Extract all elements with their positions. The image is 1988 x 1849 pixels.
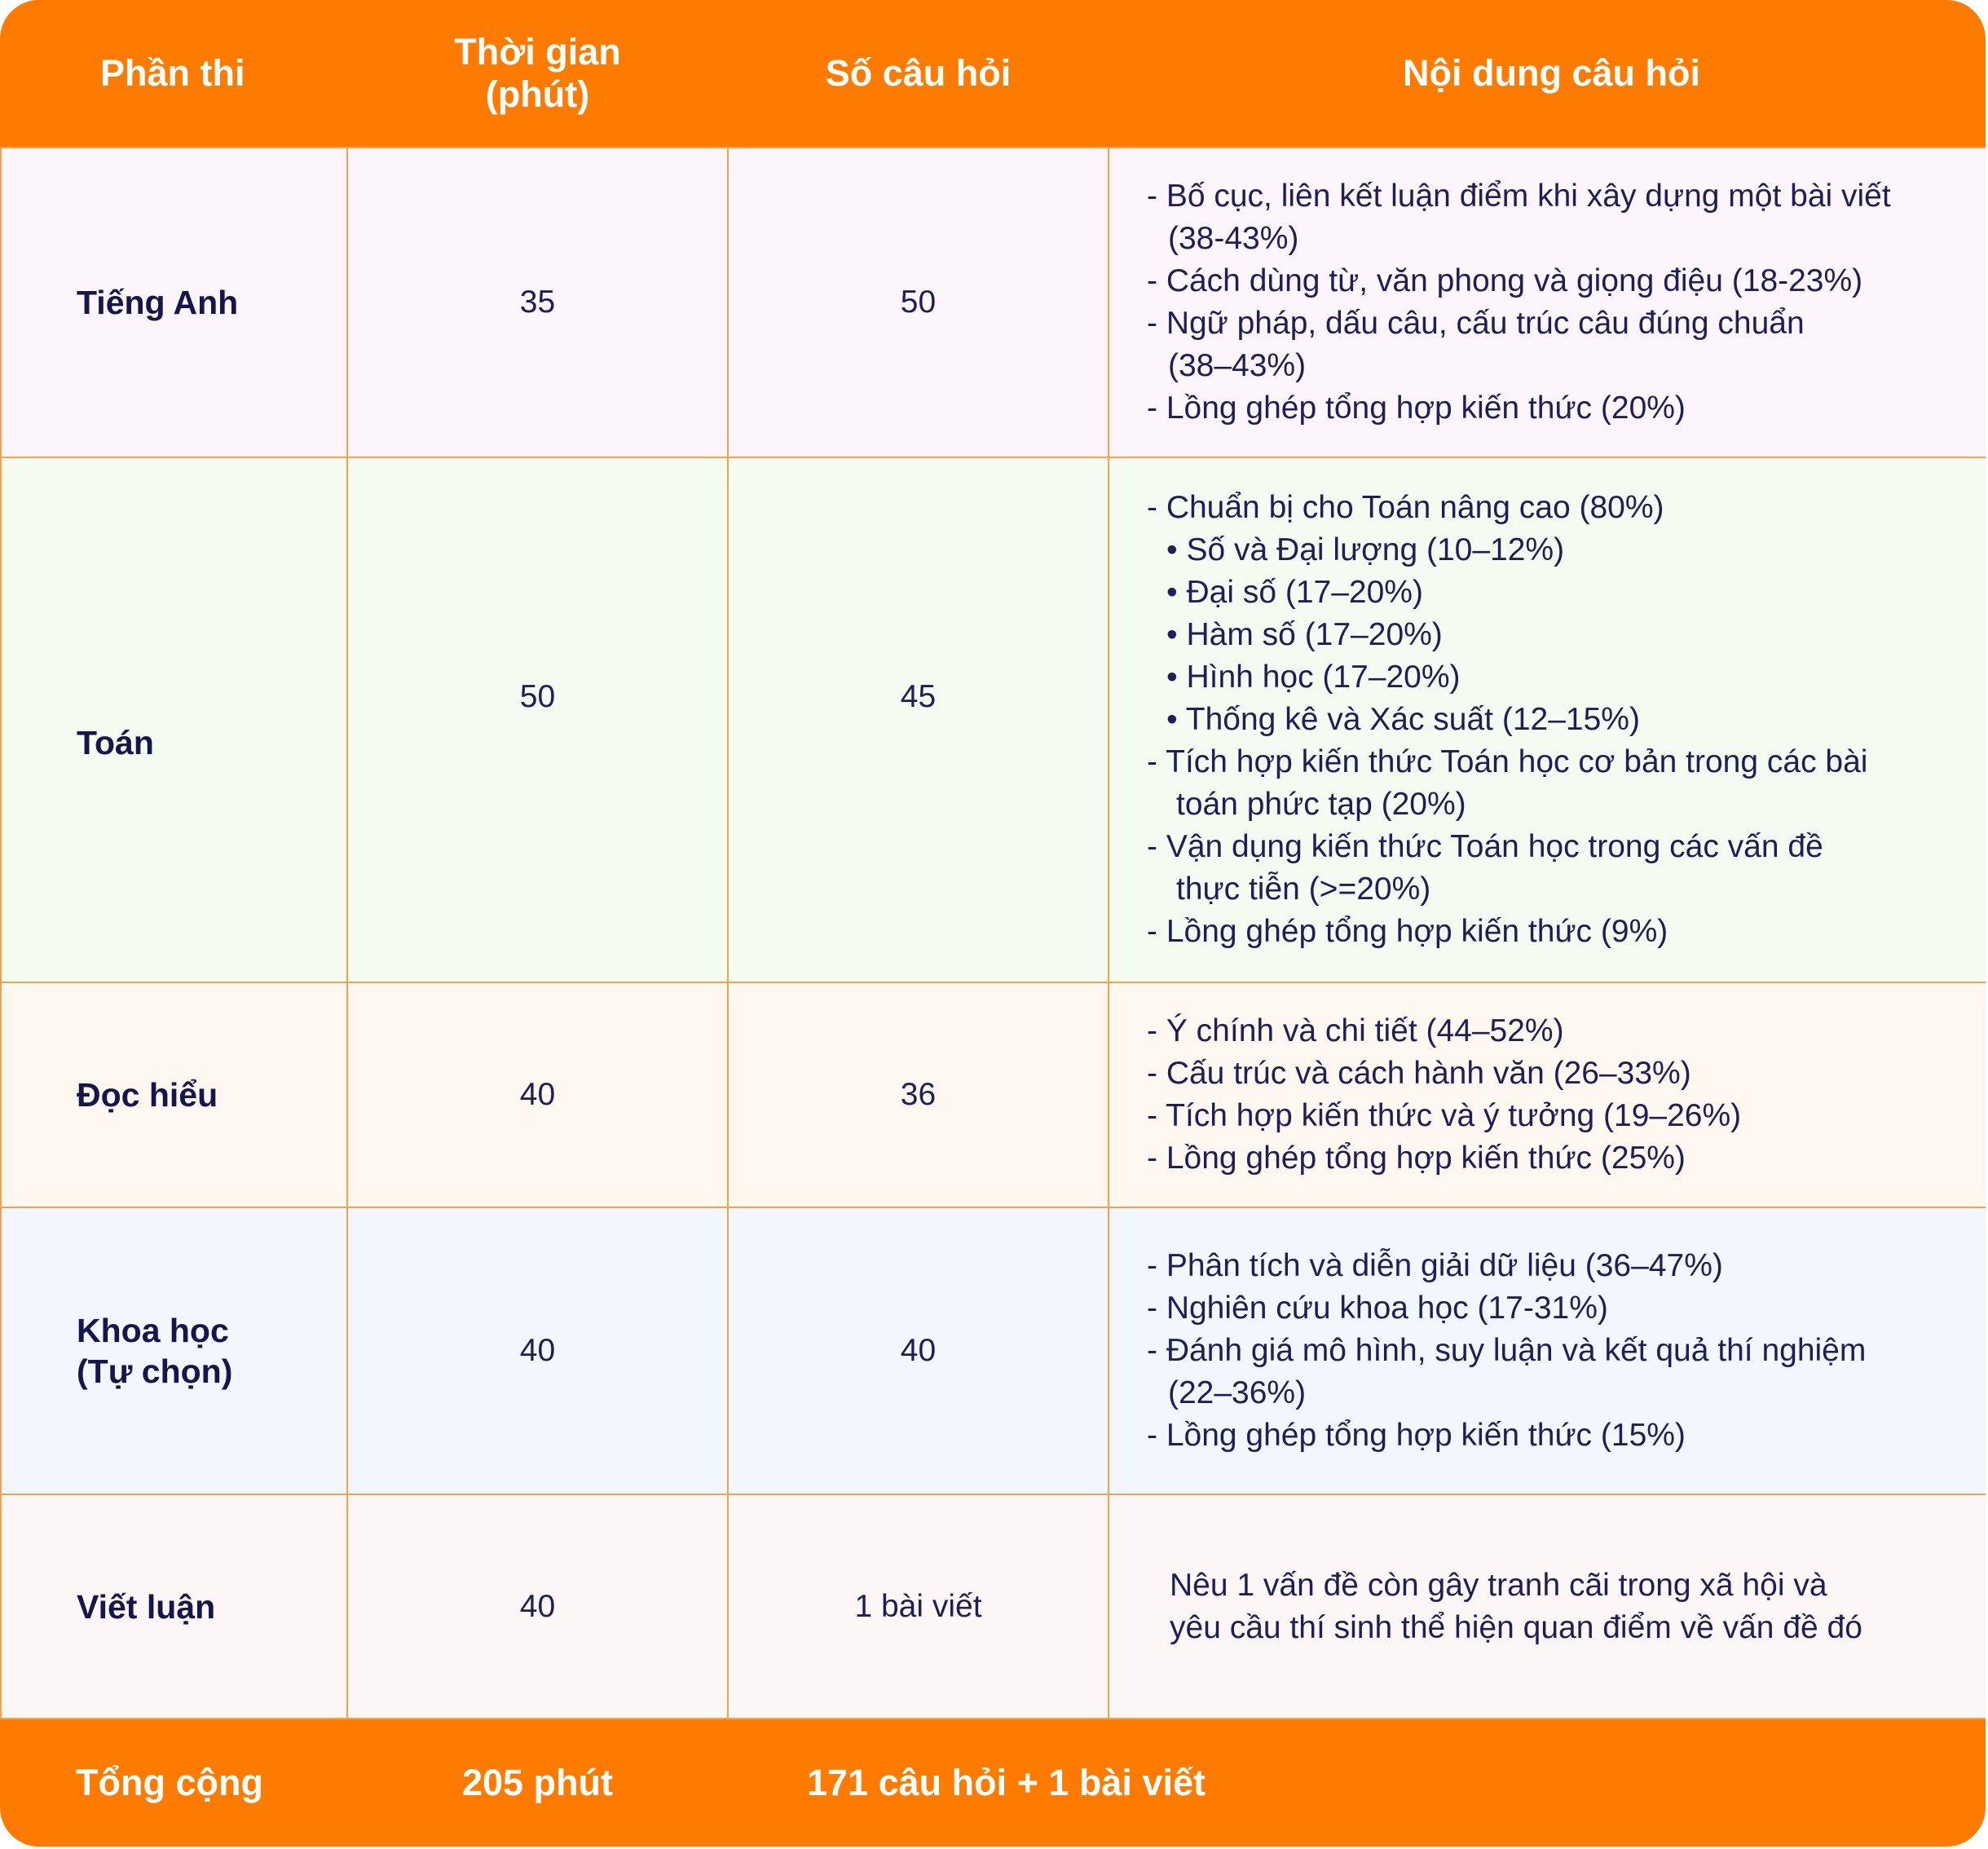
time-value: 40 <box>347 982 728 1207</box>
content-bullet: • Đại số (17–20%) <box>1166 575 1423 610</box>
content-line: - Cách dùng từ, văn phong và giọng điệu (18-23%) <box>1147 263 1863 298</box>
time-value: 35 <box>347 148 728 457</box>
content-line: - Tích hợp kiến thức và ý tưởng (19–26%) <box>1147 1098 1742 1133</box>
question-count: 40 <box>728 1207 1109 1494</box>
content-line: - Cấu trúc và cách hành văn (26–33%) <box>1147 1056 1691 1091</box>
part-name-line1: Khoa học <box>77 1312 229 1349</box>
part-name-line2: (Tự chọn) <box>77 1353 233 1390</box>
content-bullet: • Thống kê và Xác suất (12–15%) <box>1166 702 1640 737</box>
content-line: - Lồng ghép tổng hợp kiến thức (9%) <box>1147 914 1668 949</box>
content-line: (22–36%) <box>1168 1375 1307 1410</box>
header-part: Phần thi <box>1 0 347 148</box>
content-line: - Vận dụng kiến thức Toán học trong các vấn đề <box>1147 829 1823 864</box>
time-value: 40 <box>347 1207 728 1494</box>
content-line: Nêu 1 vấn đề còn gây tranh cãi trong xã hội và <box>1170 1567 1827 1603</box>
content-description <box>1109 1494 1986 1719</box>
header-time-line2: (phút) <box>485 73 590 115</box>
question-count: 1 bài viết <box>728 1494 1109 1719</box>
table-row-science <box>1 1207 1986 1494</box>
content-line: - Phân tích và diễn giải dữ liệu (36–47%) <box>1147 1248 1723 1283</box>
content-description <box>1109 982 1986 1207</box>
content-description <box>1109 457 1986 982</box>
content-line: - Lồng ghép tổng hợp kiến thức (15%) <box>1147 1418 1686 1453</box>
content-line: thực tiễn (>=20%) <box>1176 872 1431 907</box>
part-name: Đọc hiểu <box>1 982 347 1207</box>
content-bullet: • Số và Đại lượng (10–12%) <box>1166 532 1565 567</box>
part-name <box>1 457 347 982</box>
content-line: - Ngữ pháp, dấu câu, cấu trúc câu đúng chuẩn <box>1147 306 1805 341</box>
content-line: - Lồng ghép tổng hợp kiến thức (20%) <box>1147 391 1686 426</box>
question-count: 36 <box>728 982 1109 1207</box>
content-line: - Lồng ghép tổng hợp kiến thức (25%) <box>1147 1141 1686 1176</box>
content-line: (38-43%) <box>1168 221 1299 256</box>
footer-label: Tổng cộng <box>1 1719 347 1847</box>
footer-total-questions: 171 câu hỏi + 1 bài viết <box>728 1719 1986 1847</box>
table-row-reading <box>1 982 1986 1207</box>
content-bullet: • Hình học (17–20%) <box>1166 660 1461 695</box>
content-description <box>1109 1207 1986 1494</box>
question-count <box>728 457 1109 982</box>
question-count: 50 <box>728 148 1109 457</box>
part-name: Tiếng Anh <box>1 148 347 457</box>
table-row-math <box>1 457 1986 982</box>
header-time-line1: Thời gian <box>454 31 621 73</box>
content-line: - Ý chính và chi tiết (44–52%) <box>1147 1013 1564 1048</box>
time-value <box>347 457 728 982</box>
content-line: - Chuẩn bị cho Toán nâng cao (80%) <box>1147 490 1664 525</box>
table-header-row <box>1 0 1986 148</box>
content-line: - Đánh giá mô hình, suy luận và kết quả thí nghiệm <box>1147 1333 1867 1368</box>
time-value-text: 50 <box>519 679 556 714</box>
content-line: - Tích hợp kiến thức Toán học cơ bản trong các bài <box>1147 744 1868 779</box>
content-line: yêu cầu thí sinh thể hiện quan điểm về vấn đề đó <box>1170 1609 1862 1645</box>
header-content: Nội dung câu hỏi <box>1109 0 1986 148</box>
content-line: - Bố cục, liên kết luận điểm khi xây dựng một bài viết <box>1147 179 1891 214</box>
time-value: 40 <box>347 1494 728 1719</box>
content-bullet: • Hàm số (17–20%) <box>1166 617 1443 652</box>
table-footer-row <box>1 1719 1986 1847</box>
question-count-text: 45 <box>900 679 937 714</box>
content-line: (38–43%) <box>1168 348 1307 383</box>
table-row-english <box>1 148 1986 457</box>
part-name-text: Toán <box>77 724 154 761</box>
table-row-essay <box>1 1494 1986 1719</box>
footer-total-time: 205 phút <box>347 1719 728 1847</box>
header-questions: Số câu hỏi <box>728 0 1109 148</box>
content-line: toán phức tạp (20%) <box>1176 787 1466 822</box>
content-description <box>1109 148 1986 457</box>
header-time <box>347 0 728 148</box>
content-line: - Nghiên cứu khoa học (17-31%) <box>1147 1291 1608 1326</box>
part-name <box>1 1207 347 1494</box>
part-name: Viết luận <box>1 1494 347 1719</box>
